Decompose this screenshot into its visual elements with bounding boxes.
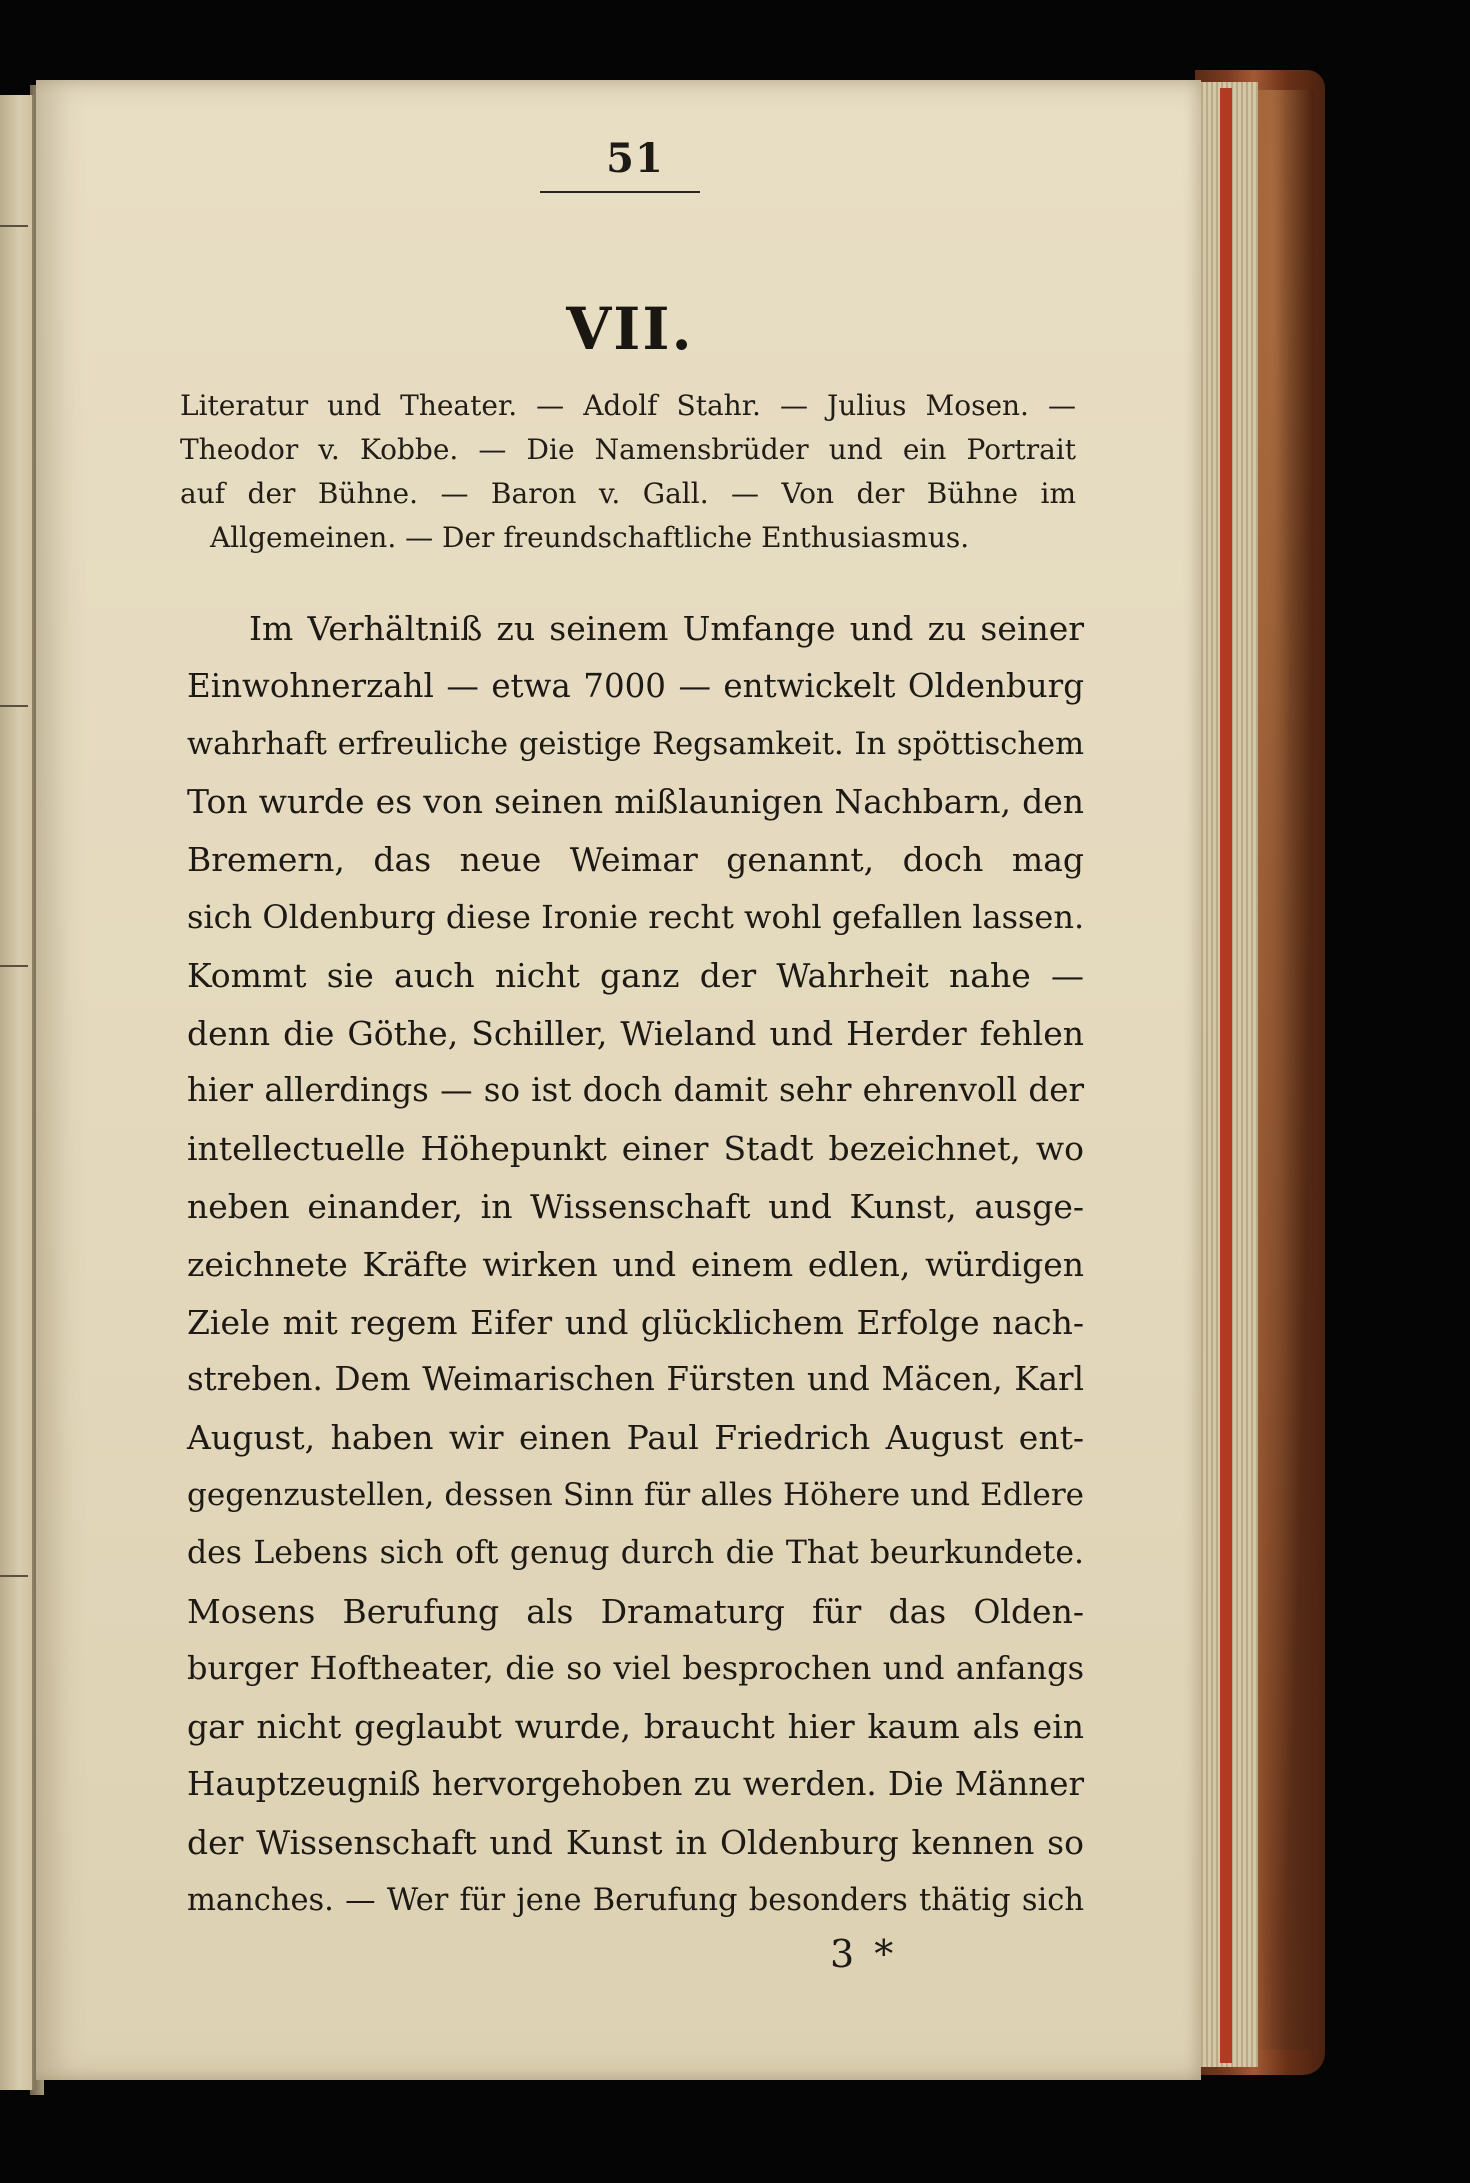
- body-line: der Wissenschaft und Kunst in Oldenburg kennen so: [187, 1822, 1084, 1862]
- signature-mark: 3 *: [830, 1932, 898, 1976]
- page-number: 51: [606, 135, 664, 182]
- body-line: Ziele mit regem Eifer und glücklichem Erfolge nach-: [187, 1302, 1084, 1342]
- left-page-edge: [0, 95, 34, 2090]
- summary-line: Theodor v. Kobbe. — Die Namensbrüder und ein Portrait: [180, 433, 1076, 466]
- body-line: gar nicht geglaubt wurde, braucht hier kaum als ein: [187, 1707, 1084, 1747]
- body-line: August, haben wir einen Paul Friedrich August ent-: [187, 1418, 1084, 1458]
- red-page-edge: [1220, 88, 1232, 2063]
- body-line: Hauptzeugniß hervorgehoben zu werden. Die Männer: [187, 1764, 1084, 1803]
- body-line: Mosens Berufung als Dramaturg für das Olden-: [187, 1591, 1084, 1631]
- body-line: Kommt sie auch nicht ganz der Wahrheit nahe —: [187, 955, 1084, 995]
- body-line: hier allerdings — so ist doch damit sehr ehrenvoll der: [187, 1071, 1084, 1110]
- summary-line: Allgemeinen. — Der freundschaftliche Enthusiasmus.: [210, 521, 970, 554]
- body-line: Einwohnerzahl — etwa 7000 — entwickelt Oldenburg: [187, 666, 1084, 705]
- body-line: neben einander, in Wissenschaft und Kunst, ausge-: [187, 1186, 1084, 1226]
- body-text: [187, 600, 1084, 1929]
- edge-tick: [0, 965, 28, 967]
- summary-line: Literatur und Theater. — Adolf Stahr. — Julius Mosen. —: [180, 389, 1076, 422]
- body-line: intellectuelle Höhepunkt einer Stadt bezeichnet, wo: [187, 1129, 1084, 1169]
- edge-tick: [0, 225, 28, 227]
- chapter-summary: [180, 384, 1076, 560]
- body-line: burger Hoftheater, die so viel besprochen und anfangs: [187, 1649, 1084, 1688]
- edge-tick: [0, 705, 28, 707]
- edge-tick: [0, 1575, 28, 1577]
- chapter-number: VII.: [566, 295, 694, 363]
- body-line: des Lebens sich oft genug durch die That beurkundete.: [187, 1534, 1084, 1571]
- body-line: manches. — Wer für jene Berufung besonders thätig sich: [187, 1882, 1084, 1918]
- body-line: zeichnete Kräfte wirken und einem edlen, würdigen: [187, 1244, 1084, 1284]
- body-line: streben. Dem Weimarischen Fürsten und Mäcen, Karl: [187, 1360, 1084, 1399]
- summary-line: auf der Bühne. — Baron v. Gall. — Von der Bühne im: [180, 477, 1076, 510]
- body-line: denn die Göthe, Schiller, Wieland und Herder fehlen: [187, 1013, 1084, 1053]
- body-line: Im Verhältniß zu seinem Umfange und zu seiner: [249, 609, 1084, 648]
- body-line: sich Oldenburg diese Ironie recht wohl gefallen lassen.: [187, 897, 1085, 936]
- page-number-rule: [540, 191, 700, 193]
- body-line: Bremern, das neue Weimar genannt, doch mag: [187, 840, 1084, 880]
- body-line: gegenzustellen, dessen Sinn für alles Höhere und Edlere: [187, 1476, 1084, 1513]
- body-line: wahrhaft erfreuliche geistige Regsamkeit. In spöttischem: [187, 726, 1084, 762]
- body-line: Ton wurde es von seinen mißlaunigen Nachbarn, den: [187, 782, 1084, 822]
- cover-texture: [1255, 90, 1315, 2050]
